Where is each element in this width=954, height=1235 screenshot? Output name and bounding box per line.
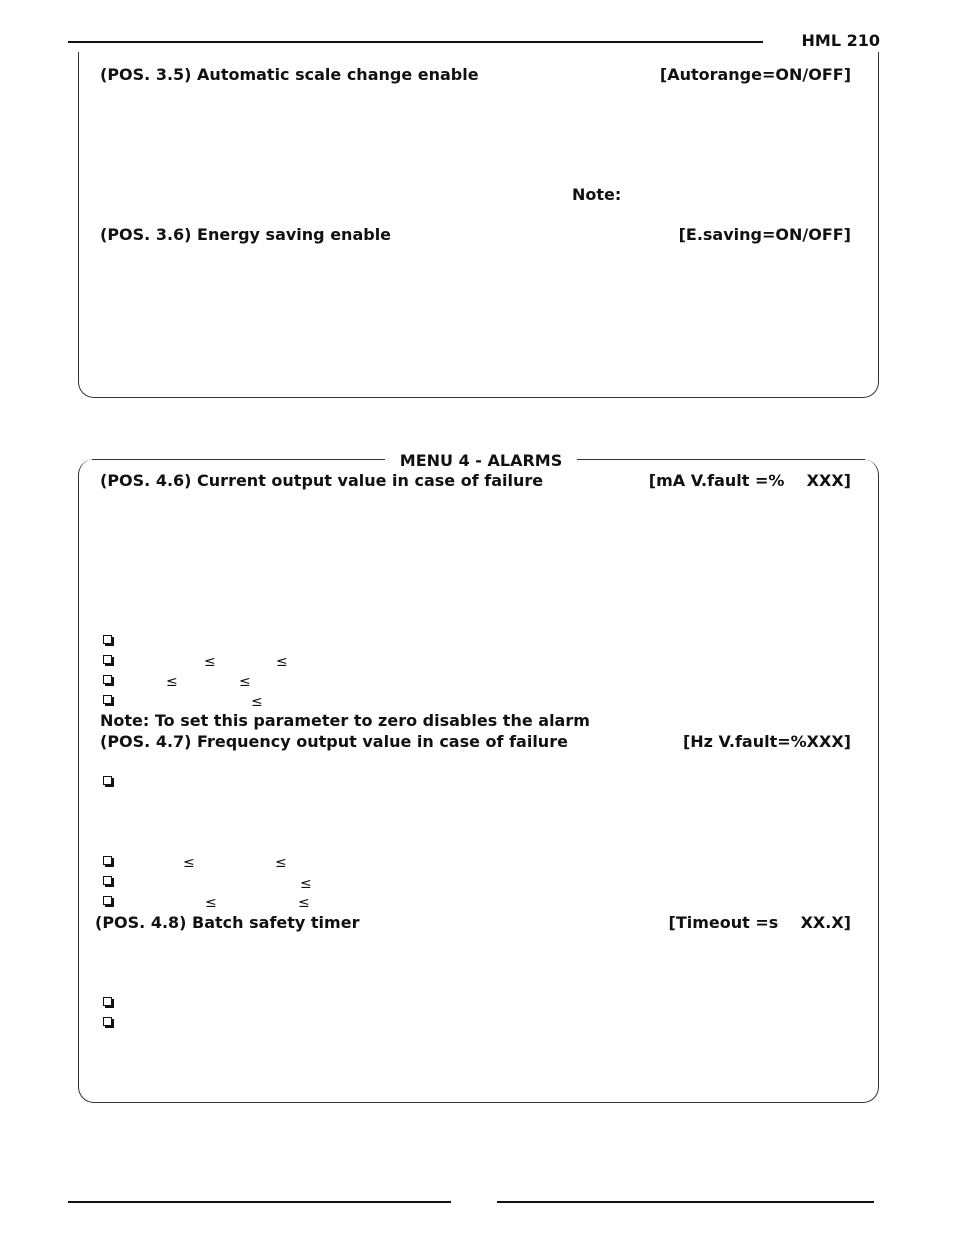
less-equal-icon: ≤ xyxy=(166,674,178,690)
pos47-value: [Hz V.fault=%XXX] xyxy=(682,732,851,751)
less-equal-icon: ≤ xyxy=(204,654,216,670)
footer-rule-left xyxy=(68,1201,451,1203)
less-equal-icon: ≤ xyxy=(298,895,310,911)
header-model: HML 210 xyxy=(801,31,880,50)
checkbox-bullet-icon xyxy=(103,1017,112,1026)
pos48-label: (POS. 4.8) Batch safety timer xyxy=(95,913,360,932)
checkbox-bullet-icon xyxy=(103,635,112,644)
checkbox-bullet-icon xyxy=(103,675,112,684)
checkbox-bullet-icon xyxy=(103,896,112,905)
less-equal-icon: ≤ xyxy=(239,674,251,690)
menu4-title: MENU 4 - ALARMS xyxy=(399,451,563,470)
less-equal-icon: ≤ xyxy=(183,855,195,871)
less-equal-icon: ≤ xyxy=(275,855,287,871)
menu4-frame-top-left xyxy=(92,459,385,460)
note-zero: Note: To set this parameter to zero disables the alarm xyxy=(100,711,590,730)
less-equal-icon: ≤ xyxy=(276,654,288,670)
less-equal-icon: ≤ xyxy=(300,876,312,892)
menu4-frame-top-right xyxy=(577,459,865,460)
less-equal-icon: ≤ xyxy=(251,694,263,710)
pos47-label: (POS. 4.7) Frequency output value in case of failure xyxy=(100,732,568,751)
pos46-value: [mA V.fault =% XXX] xyxy=(648,471,851,490)
note-label: Note: xyxy=(572,185,622,204)
less-equal-icon: ≤ xyxy=(205,895,217,911)
pos36-value: [E.saving=ON/OFF] xyxy=(678,225,851,244)
pos36-label: (POS. 3.6) Energy saving enable xyxy=(100,225,392,244)
footer-rule-right xyxy=(497,1201,874,1203)
checkbox-bullet-icon xyxy=(103,776,112,785)
pos35-label: (POS. 3.5) Automatic scale change enable xyxy=(100,65,479,84)
checkbox-bullet-icon xyxy=(103,856,112,865)
checkbox-bullet-icon xyxy=(103,876,112,885)
header-rule xyxy=(68,41,763,43)
pos46-label: (POS. 4.6) Current output value in case of failure xyxy=(100,471,544,490)
pos48-value: [Timeout =s XX.X] xyxy=(668,913,851,932)
checkbox-bullet-icon xyxy=(103,695,112,704)
pos35-value: [Autorange=ON/OFF] xyxy=(659,65,851,84)
checkbox-bullet-icon xyxy=(103,655,112,664)
menu4-frame xyxy=(78,459,879,1103)
checkbox-bullet-icon xyxy=(103,997,112,1006)
